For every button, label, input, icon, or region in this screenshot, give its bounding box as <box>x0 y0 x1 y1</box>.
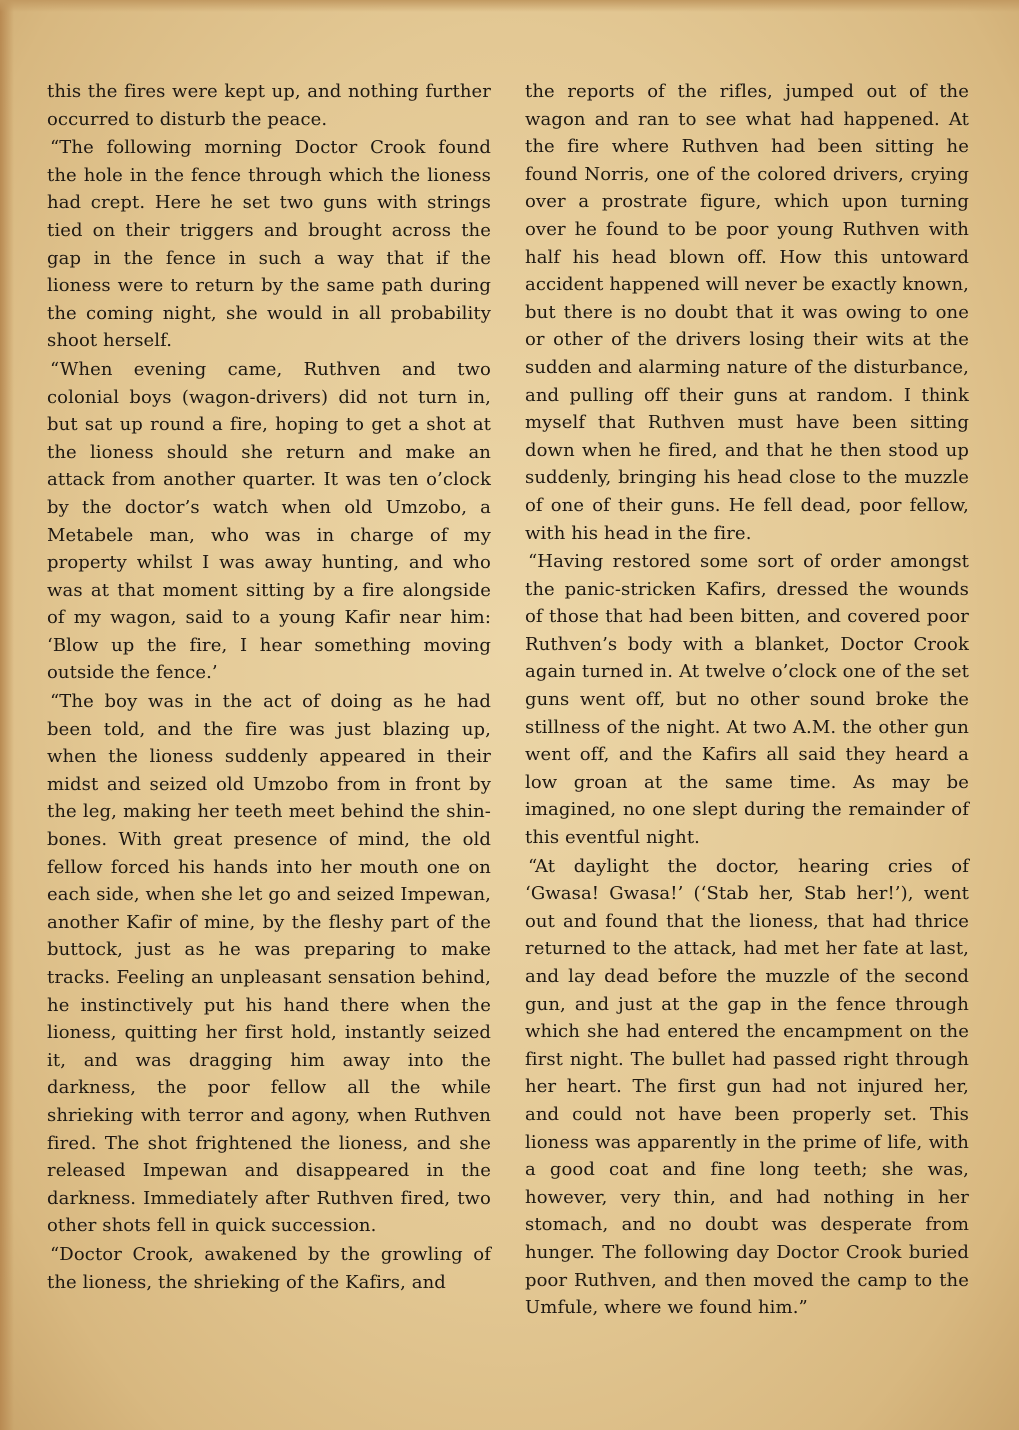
page-edge-shadow <box>0 0 14 1430</box>
paragraph: “The following morning Doctor Crook found the hole in the fence through which the lioness had crept. Here he set two guns with strings tied on their triggers and brought across the gap in the fence in such a way that if the lioness were to return by the same path during the coming night, she would in all probability shoot herself. <box>47 137 491 352</box>
paragraph: “Doctor Crook, awakened by the growling of the lioness, the shrieking of the Kafirs, and <box>47 1243 491 1293</box>
left-column <box>47 78 491 1297</box>
paragraph: “The boy was in the act of doing as he had been told, and the fire was just blazing up, when the lioness suddenly appeared in their midst and seized old Umzobo from in front by the leg, making her teeth meet behind the shin-bones. With great presence of mind, the old fellow forced his hands into her mouth one on each side, when she let go and seized Impewan, another Kafir of mine, by the fleshy part of the buttock, just as he was preparing to make tracks. Feeling an unpleasant sensation behind, he instinctively put his hand there when the lioness, quitting her first hold, instantly seized it, and was dragging him away into the darkness, the poor fellow all the while shrieking with terror and agony, when Ruthven fired. The shot frightened the lioness, and she released Impewan and disappeared in the darkness. Immediately after Ruthven fired, two other shots fell in quick succession. <box>47 691 492 1237</box>
paragraph: “At daylight the doctor, hearing cries of ‘Gwasa! Gwasa!’ (‘Stab her, Stab her!’), went out and found that the lioness, that had thrice returned to the attack, had met her fate at last, and lay dead before the muzzle of the second gun, and just at the gap in the fence through which she had entered the encampment on the first night. The bullet had passed right through her heart. The first gun had not injured her, and could not have been properly set. This lioness was apparently in the prime of life, with a good coat and fine long teeth; she was, however, very thin, and had nothing in her stomach, and no doubt was desperate from hunger. The following day Doctor Crook buried poor Ruthven, and then moved the camp to the Umfule, where we found him.” <box>525 855 969 1319</box>
paragraph: “Having restored some sort of order amongst the panic-stricken Kafirs, dressed the wounds of those that had been bitten, and covered poor Ruthven’s body with a blanket, Doctor Crook again turned in. At twelve o’clock one of the set guns went off, but no other sound broke the stillness of the night. At two A.M. the other gun went off, and the Kafirs all said they heard a low groan at the same time. As may be imagined, no one slept during the remainder of this eventful night. <box>525 551 969 849</box>
paragraph: “When evening came, Ruthven and two colonial boys (wagon-drivers) did not turn in, but sat up round a fire, hoping to get a shot at the lioness should she return and make an attack from another quarter. It was ten o’clock by the doctor’s watch when old Umzobo, a Metabele man, who was in charge of my property whilst I was away hunting, and who was at that moment sitting by a fire alongside of my wagon, said to a young Kafir near him: ‘Blow up the fire, I hear something moving outside the fence.’ <box>47 358 491 684</box>
page-top-shadow <box>0 0 1019 12</box>
paragraph: the reports of the rifles, jumped out of the wagon and ran to see what had happened. At the fire where Ruthven had been sitting he found Norris, one of the colored drivers, crying over a prostrate figure, which upon turning over he found to be poor young Ruthven with half his head blown off. How this untoward accident happened will never be exactly known, but there is no doubt that it was owing to one or other of the drivers losing their wits at the sudden and alarming nature of the disturbance, and pulling off their guns at random. I think myself that Ruthven must have been sitting down when he fired, and that he then stood up suddenly, bringing his head close to the muzzle of one of their guns. He fell dead, poor fellow, with his head in the fire. <box>525 81 969 544</box>
right-column <box>525 78 969 1323</box>
paragraph: this the fires were kept up, and nothing further occurred to disturb the peace. <box>47 81 491 130</box>
